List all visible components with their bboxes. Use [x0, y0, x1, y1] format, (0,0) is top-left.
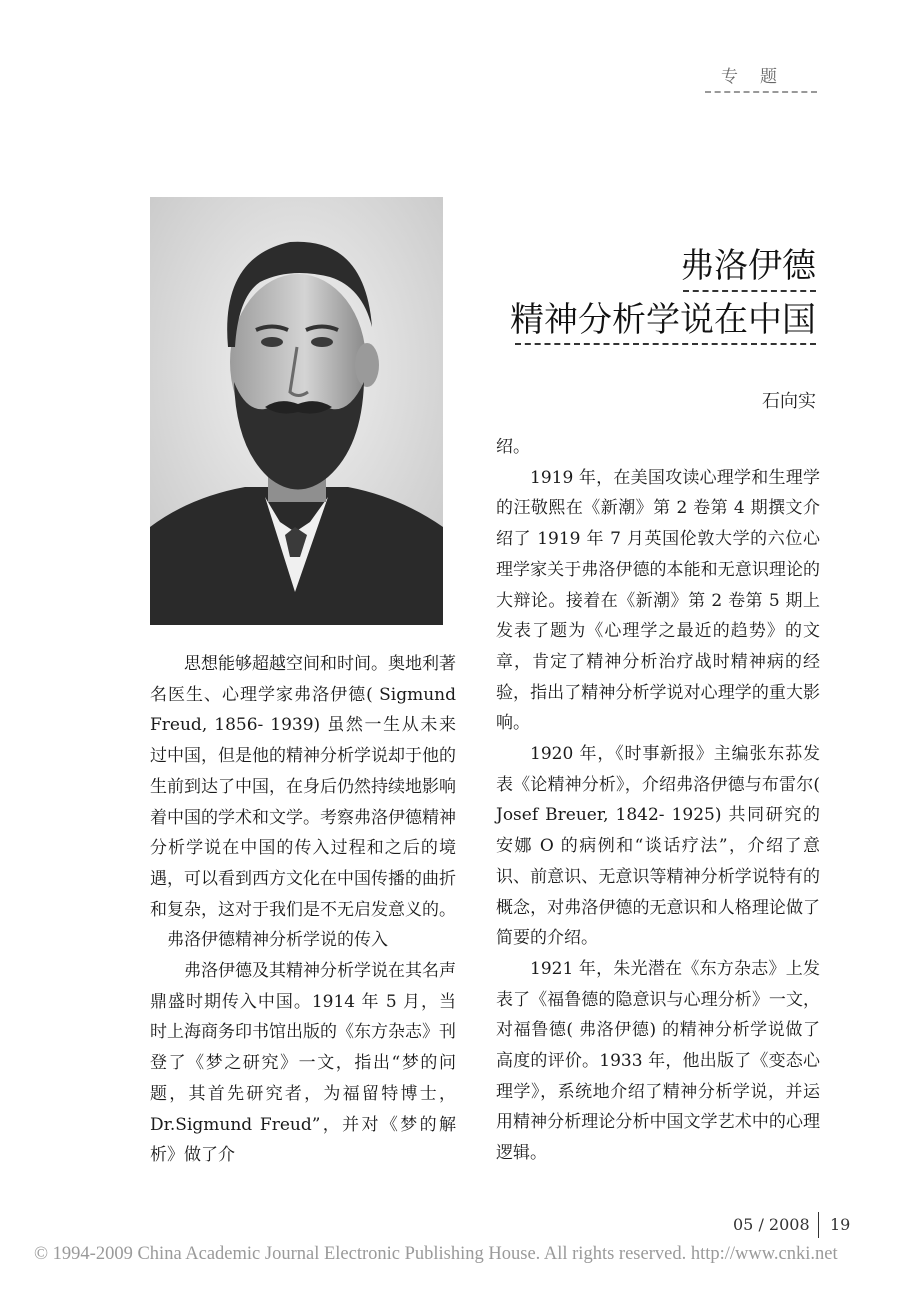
copyright-watermark: © 1994-2009 China Academic Journal Electronic Publishing House. All rights reserved. http://www.cnki.net — [34, 1244, 838, 1264]
section-tag-underline — [705, 91, 817, 93]
portrait-photo — [150, 197, 443, 625]
section-subheading: 弗洛伊德精神分析学说的传入 — [167, 930, 388, 951]
section-tag: 专题 — [721, 67, 799, 87]
right-column — [496, 432, 820, 1169]
paragraph: 1921 年，朱光潜在《东方杂志》上发表了《福鲁德的隐意识与心理分析》一文，对福鲁德( 弗洛伊德) 的精神分析学说做了高度的评价。1933 年，他出版了《变态心理学》，系统地介绍了精神分析学说，并运用精神分析理论分析中国文学艺术中的心理逻辑。 — [496, 958, 820, 1164]
title-rule-2 — [515, 343, 816, 345]
paragraph: 思想能够超越空间和时间。奥地利著名医生、心理学家弗洛伊德( Sigmund Freud, 1856- 1939) 虽然一生从未来过中国，但是他的精神分析学说却于他的生前到达了中国，在身后仍然持续地影响着中国的学术和文学。考察弗洛伊德精神分析学说在中国的传入过程和之后的境遇，可以看到西方文化在中国传播的曲折和复杂，这对于我们是不无启发意义的。 — [150, 654, 456, 920]
paragraph: 1919 年，在美国攻读心理学和生理学的汪敬熙在《新潮》第 2 卷第 4 期撰文介绍了 1919 年 7 月英国伦敦大学的六位心理学家关于弗洛伊德的本能和无意识理论的大辩论。接着在《新潮》第 2 卷第 5 期上发表了题为《心理学之最近的趋势》的文章，肯定了精神分析治疗战时精神病的经验，指出了精神分析学说对心理学的重大影响。 — [496, 467, 820, 734]
footer-divider — [818, 1212, 819, 1238]
issue-number: 05 / 2008 — [733, 1215, 810, 1234]
paragraph: 1920 年，《时事新报》主编张东荪发表《论精神分析》，介绍弗洛伊德与布雷尔( Josef Breuer, 1842- 1925) 共同研究的安娜 O 的病例和“谈话疗法”，介绍了意识、前意识、无意识等精神分析学说特有的概念，对弗洛伊德的无意识和人格理论做了简要的介绍。 — [496, 744, 820, 949]
title-rule-1 — [683, 290, 816, 292]
author-name: 石向实 — [762, 391, 816, 412]
paragraph-continuation: 绍。 — [496, 437, 530, 457]
page-number: 19 — [830, 1215, 851, 1234]
left-column — [150, 649, 456, 1171]
article-title-line1: 弗洛伊德 — [680, 246, 816, 286]
portrait-icon — [150, 197, 443, 625]
article-title-line2: 精神分析学说在中国 — [510, 300, 816, 340]
paragraph: 弗洛伊德及其精神分析学说在其名声鼎盛时期传入中国。1914 年 5 月，当时上海商务印书馆出版的《东方杂志》刊登了《梦之研究》一文，指出“梦的问题，其首先研究者，为福留特博士，Dr.Sigmund Freud”，并对《梦的解析》做了介 — [150, 961, 456, 1166]
